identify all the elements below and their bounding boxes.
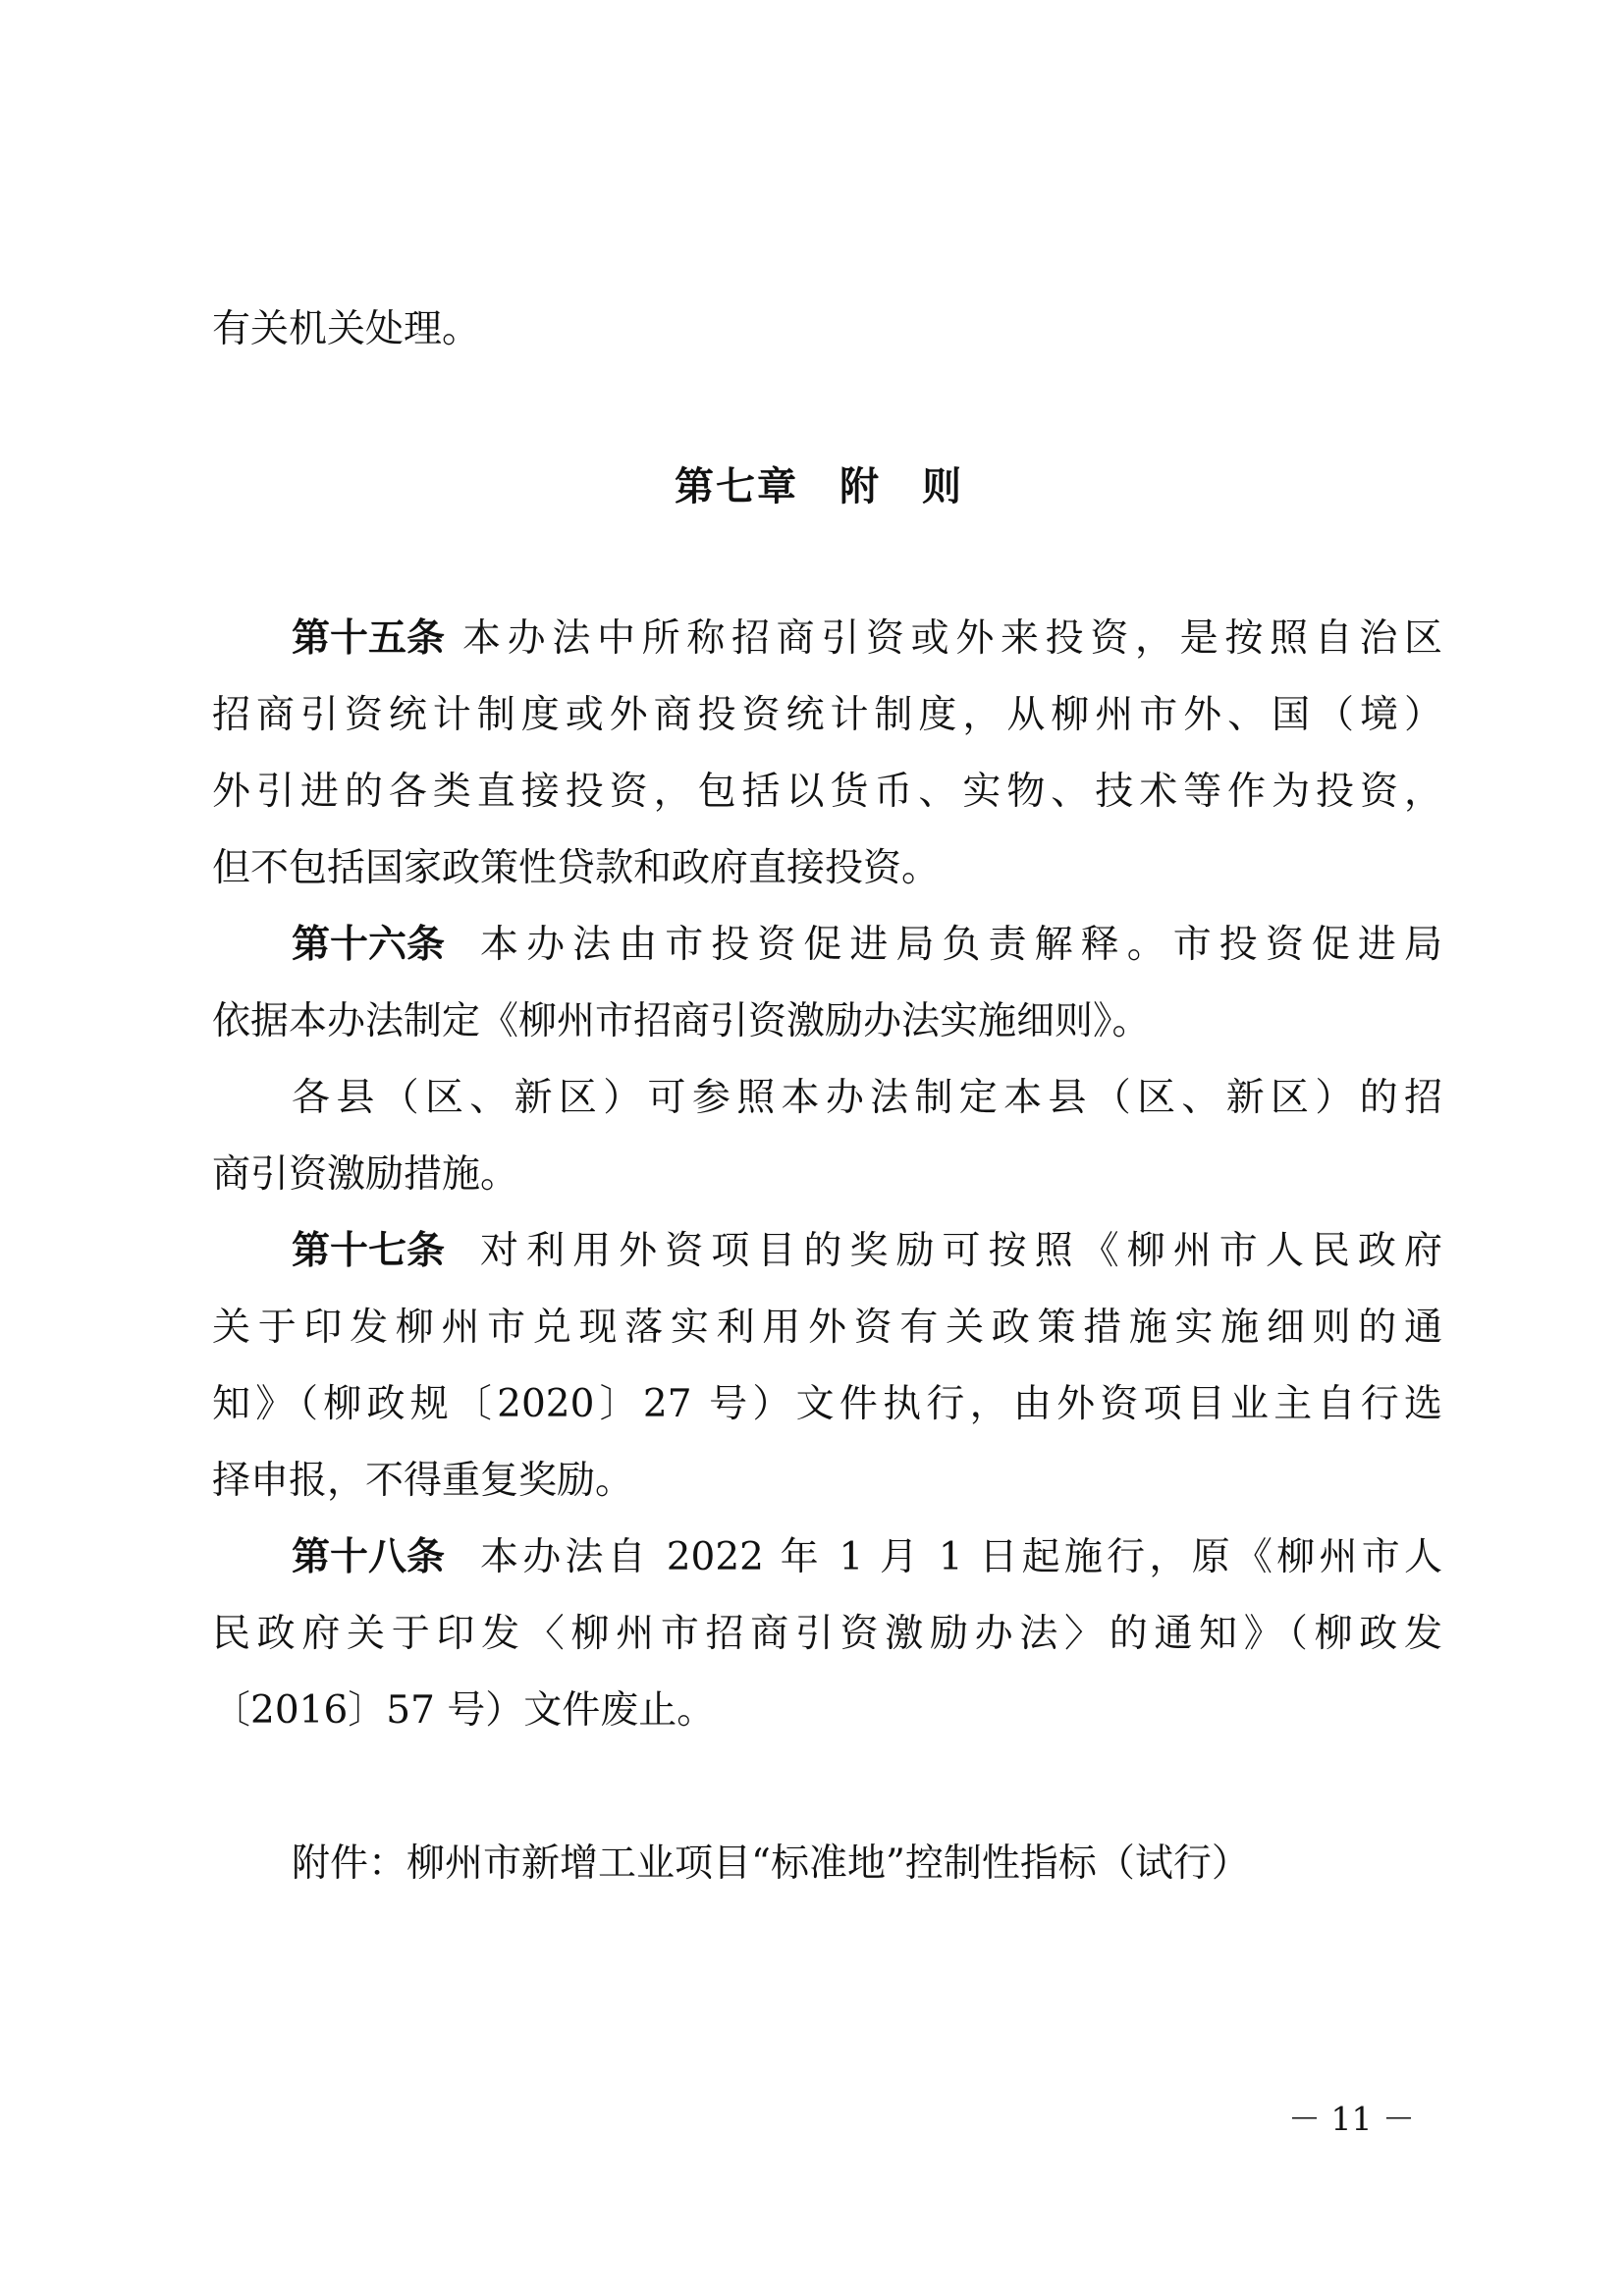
article-15-text-1: 本办法中所称招商引资或外来投资，是按照自治区 [462, 616, 1442, 661]
article-18-text-2: 民政府关于印发〈柳州市招商引资激励办法〉的通知》（柳政发 [212, 1612, 1442, 1656]
article-17-text-2: 关于印发柳州市兑现落实利用外资有关政策措施实施细则的通 [212, 1306, 1442, 1350]
article-15-text-4: 但不包括国家政策性贷款和政府直接投资。 [212, 846, 941, 890]
article-15-text-2: 招商引资统计制度或外商投资统计制度，从柳州市外、国（境） [212, 693, 1442, 737]
article-17-label: 第十七条 [292, 1229, 446, 1273]
article-16-line-1 [292, 923, 1442, 967]
article-18-label: 第十八条 [292, 1535, 446, 1579]
attachment-line: 附件：柳州市新增工业项目“标准地”控制性指标（试行） [292, 1842, 1250, 1886]
page-number: － 11 － [1288, 2100, 1415, 2138]
article-16-text-4: 商引资激励措施。 [212, 1152, 519, 1197]
article-17-text-3: 知》（柳政规〔2020〕27 号）文件执行，由外资项目业主自行选 [212, 1382, 1442, 1426]
article-15-label: 第十五条 [292, 616, 446, 661]
article-17-line-1 [292, 1229, 1442, 1273]
article-16-text-3: 各县（区、新区）可参照本办法制定本县（区、新区）的招 [292, 1076, 1442, 1120]
article-15-line-1 [292, 616, 1442, 661]
chapter-title: 第七章 附 则 [675, 464, 963, 509]
article-18-line-1 [292, 1535, 1442, 1579]
article-18-text-3: 〔2016〕57 号）文件废止。 [212, 1688, 716, 1733]
article-18-text-1: 本办法自 2022 年 1 月 1 日起施行，原《柳州市人 [480, 1535, 1442, 1579]
article-17-text-4: 择申报，不得重复奖励。 [212, 1459, 634, 1503]
article-17-text-1: 对利用外资项目的奖励可按照《柳州市人民政府 [480, 1229, 1442, 1273]
article-16-label: 第十六条 [292, 923, 446, 967]
article-15-text-3: 外引进的各类直接投资，包括以货币、实物、技术等作为投资， [212, 770, 1442, 814]
article-16-text-2: 依据本办法制定《柳州市招商引资激励办法实施细则》。 [212, 999, 1151, 1043]
article-16-text-1: 本办法由市投资促进局负责解释。市投资促进局 [480, 923, 1442, 967]
continuation-text: 有关机关处理。 [212, 307, 481, 351]
